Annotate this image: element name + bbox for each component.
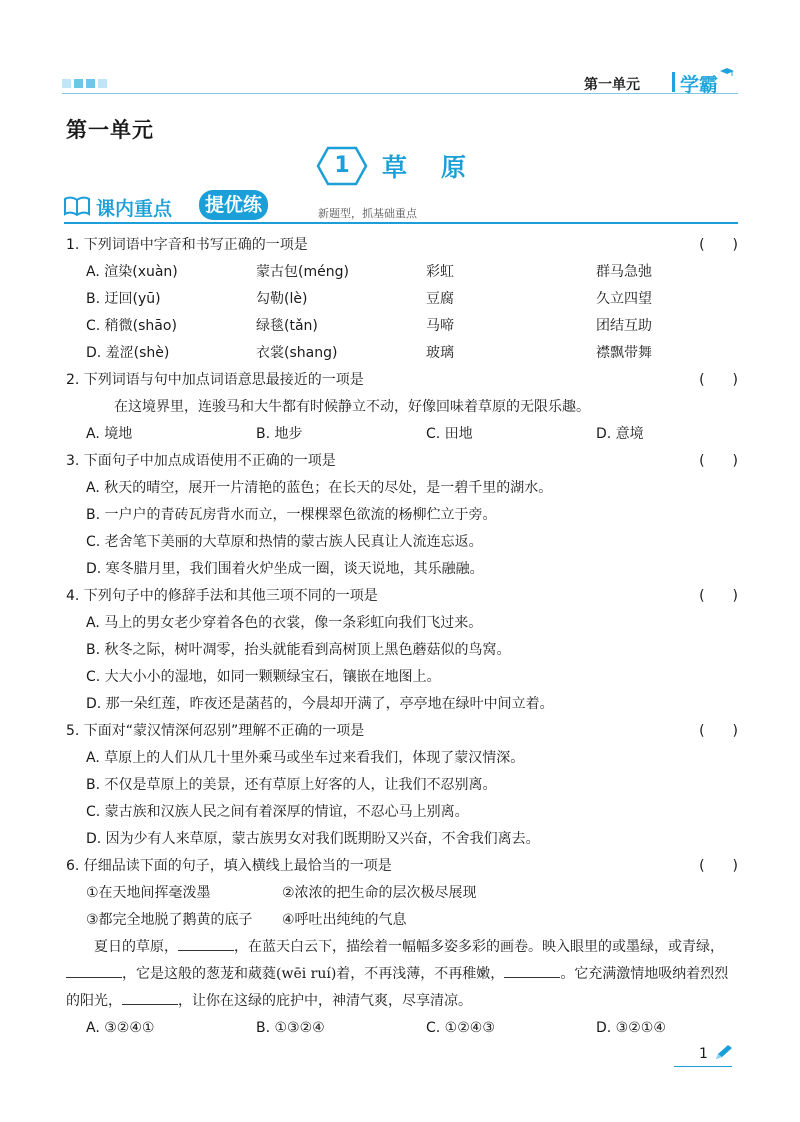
option-d: D. ③②①④ bbox=[596, 1020, 666, 1036]
question-1 bbox=[66, 232, 738, 367]
fill-blank[interactable] bbox=[122, 990, 178, 1005]
section-badge: 提优练 bbox=[199, 190, 268, 220]
answer-parentheses[interactable]: ( ) bbox=[699, 453, 738, 469]
option-cell: 久立四望 bbox=[596, 291, 652, 307]
choice-item: ②浓浓的把生命的层次极尽展现 bbox=[282, 885, 477, 901]
page-number-rule bbox=[674, 1066, 732, 1067]
question-stem: 3. 下面句子中加点成语使用不正确的一项是 bbox=[66, 453, 336, 469]
pencil-icon bbox=[713, 1044, 735, 1062]
option-cell: 蒙古包(méng) bbox=[256, 264, 349, 280]
header-divider bbox=[672, 72, 675, 92]
lesson-title: 草原 bbox=[382, 153, 501, 182]
choice-item: ③都完全地脱了鹅黄的底子 bbox=[86, 912, 253, 928]
option-cell: A. 渲染(xuàn) bbox=[86, 264, 178, 280]
question-stem: 1. 下列词语中字音和书写正确的一项是 bbox=[66, 237, 308, 253]
choice-item: ④呼吐出纯纯的气息 bbox=[282, 912, 407, 928]
question-stem: 2. 下列词语与句中加点词语意思最接近的一项是 bbox=[66, 372, 364, 388]
option-row bbox=[66, 313, 738, 340]
option-row bbox=[66, 421, 738, 448]
option-row bbox=[66, 259, 738, 286]
passage-segment: ，它是这般的葱茏和葳蕤(wēi ruí)着，不再浅薄，不再稚嫩， bbox=[122, 966, 505, 982]
option-cell: B. 迂回(yū) bbox=[86, 291, 161, 307]
answer-parentheses[interactable]: ( ) bbox=[699, 588, 738, 604]
answer-parentheses[interactable]: ( ) bbox=[699, 372, 738, 388]
option-a: A. ③②④① bbox=[86, 1020, 155, 1036]
passage-segment: 。它充满激情地吸纳着烈烈的阳光， bbox=[66, 966, 729, 1009]
question-3 bbox=[66, 448, 738, 583]
option-c: C. 老舍笔下美丽的大草原和热情的蒙古族人民真让人流连忘返。 bbox=[86, 534, 483, 550]
option-a: A. 马上的男女老少穿着各色的衣裳，像一条彩虹向我们飞过来。 bbox=[86, 615, 483, 631]
option-row bbox=[66, 340, 738, 367]
option-a: A. 草原上的人们从几十里外乘马或坐车过来看我们，体现了蒙汉情深。 bbox=[86, 750, 525, 766]
question-6 bbox=[66, 853, 738, 1042]
answer-parentheses[interactable]: ( ) bbox=[699, 237, 738, 253]
question-5 bbox=[66, 718, 738, 853]
passage-text: 在这境界里，连骏马和大牛都有时候静立不动，好像回味着草原的无限乐趣。 bbox=[114, 399, 590, 415]
answer-parentheses[interactable]: ( ) bbox=[699, 858, 738, 874]
question-list bbox=[66, 232, 738, 1042]
passage-segment: ，在蓝天白云下，描绘着一幅幅多姿多彩的画卷。映入眼里的或墨绿，或青绿， bbox=[234, 939, 724, 955]
question-4 bbox=[66, 583, 738, 718]
option-cell: 团结互助 bbox=[596, 318, 652, 334]
fill-blank[interactable] bbox=[178, 936, 234, 951]
brand-logo: 学霸 bbox=[680, 74, 719, 96]
graduation-cap-icon bbox=[720, 68, 734, 76]
section-rule bbox=[64, 222, 738, 224]
option-b: B. 不仅是草原上的美景，还有草原上好客的人，让我们不忍别离。 bbox=[86, 777, 497, 793]
option-cell: 襟飘带舞 bbox=[596, 345, 652, 361]
question-stem: 6. 仔细品读下面的句子，填入横线上最恰当的一项是 bbox=[66, 858, 392, 874]
option-cell: 豆腐 bbox=[426, 291, 454, 307]
option-cell: D. 羞涩(shè) bbox=[86, 345, 170, 361]
option-cell: 衣裳(shang) bbox=[256, 345, 338, 361]
passage-segment: ，让你在这绿的庇护中，神清气爽，尽享清凉。 bbox=[178, 993, 472, 1009]
option-cell: 马啼 bbox=[426, 318, 454, 334]
option-cell: 彩虹 bbox=[426, 264, 454, 280]
option-cell: 玻璃 bbox=[426, 345, 454, 361]
fill-blank[interactable] bbox=[66, 963, 122, 978]
section-subtitle: 新题型，抓基础重点 bbox=[318, 207, 417, 220]
option-c: C. 大大小小的湿地，如同一颗颗绿宝石，镶嵌在地图上。 bbox=[86, 669, 441, 685]
option-cell: 群马急弛 bbox=[596, 264, 652, 280]
option-cell: 绿毯(tǎn) bbox=[256, 318, 318, 334]
option-b: B. 秋冬之际，树叶凋零，抬头就能看到高树顶上黑色蘑菇似的鸟窝。 bbox=[86, 642, 511, 658]
option-row bbox=[66, 286, 738, 313]
option-b: B. 地步 bbox=[256, 426, 303, 442]
fill-blank[interactable] bbox=[504, 963, 560, 978]
question-2 bbox=[66, 367, 738, 448]
header-unit-label: 第一单元 bbox=[584, 77, 640, 93]
header-decoration bbox=[62, 79, 107, 88]
section-label: 课内重点 bbox=[96, 198, 173, 220]
option-c: C. 田地 bbox=[426, 426, 473, 442]
passage-segment: 夏日的草原， bbox=[94, 939, 178, 955]
option-b: B. 一户户的青砖瓦房背水而立，一棵棵翠色欲流的杨柳伫立于旁。 bbox=[86, 507, 497, 523]
question-stem: 4. 下列句子中的修辞手法和其他三项不同的一项是 bbox=[66, 588, 378, 604]
book-icon bbox=[64, 196, 90, 216]
option-row bbox=[66, 1015, 738, 1042]
option-cell: 勾勒(lè) bbox=[256, 291, 308, 307]
answer-parentheses[interactable]: ( ) bbox=[699, 723, 738, 739]
option-a: A. 境地 bbox=[86, 426, 133, 442]
option-d: D. 意境 bbox=[596, 426, 644, 442]
option-cell: C. 稍微(shāo) bbox=[86, 318, 177, 334]
question-stem: 5. 下面对“蒙汉情深何忍别”理解不正确的一项是 bbox=[66, 723, 365, 739]
option-d: D. 那一朵红莲，昨夜还是菡萏的，今晨却开满了，亭亭地在绿叶中间立着。 bbox=[86, 696, 554, 712]
option-c: C. ①②④③ bbox=[426, 1020, 495, 1036]
option-d: D. 寒冬腊月里，我们围着火炉坐成一圈，谈天说地，其乐融融。 bbox=[86, 561, 484, 577]
option-c: C. 蒙古族和汉族人民之间有着深厚的情谊，不忍心马上别离。 bbox=[86, 804, 469, 820]
page-number: 1 bbox=[699, 1046, 708, 1062]
option-b: B. ①③②④ bbox=[256, 1020, 325, 1036]
passage-text bbox=[66, 934, 738, 1015]
option-a: A. 秋天的晴空，展开一片清艳的蓝色；在长天的尽处，是一碧千里的湖水。 bbox=[86, 480, 553, 496]
choice-list bbox=[66, 880, 738, 934]
option-d: D. 因为少有人来草原，蒙古族男女对我们既期盼又兴奋，不舍我们离去。 bbox=[86, 831, 540, 847]
unit-title: 第一单元 bbox=[66, 118, 154, 142]
choice-item: ①在天地间挥毫泼墨 bbox=[86, 885, 211, 901]
lesson-number: 1 bbox=[334, 153, 350, 178]
